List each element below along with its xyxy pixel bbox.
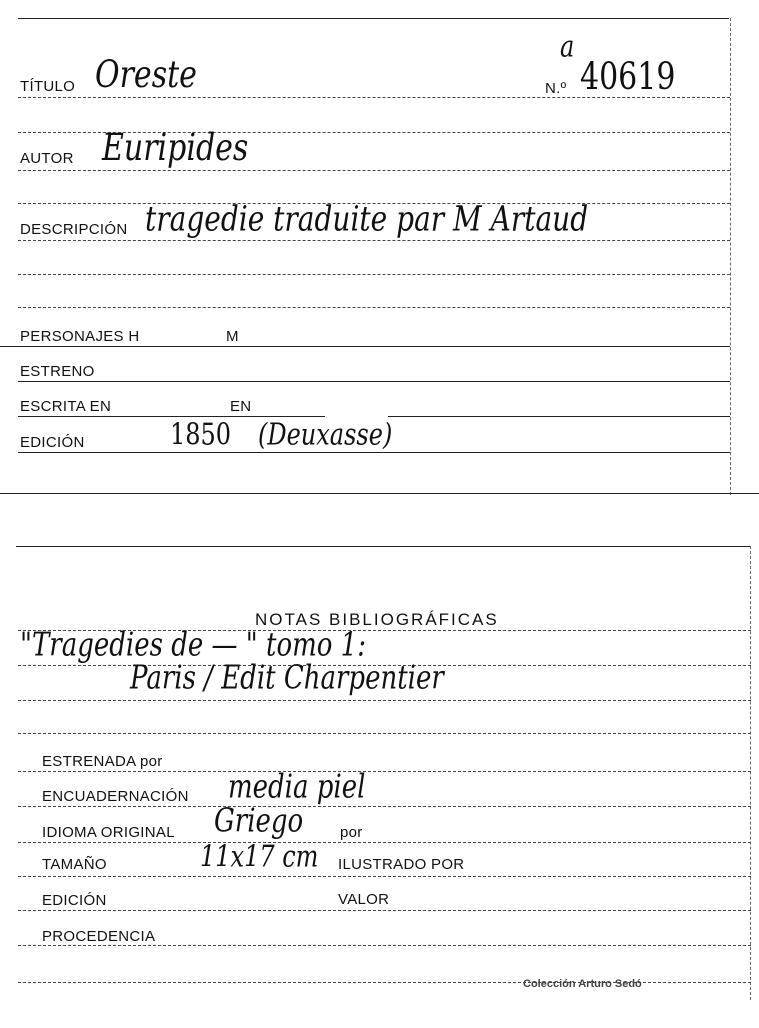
rule-blank-4 — [18, 307, 730, 308]
rule-blank-3 — [18, 274, 730, 275]
numero-value: 40619 — [580, 55, 676, 99]
numero-letter: a — [560, 29, 575, 64]
rule-personajes — [0, 346, 730, 347]
edicion2-label: EDICIÓN — [42, 892, 107, 909]
valor-label: VALOR — [338, 891, 390, 908]
descripcion-label: DESCRIPCIÓN — [20, 221, 128, 238]
idioma-label: IDIOMA ORIGINAL — [42, 824, 175, 841]
rule-estrenada — [18, 771, 751, 772]
rule-note-2 — [18, 700, 751, 701]
titulo-label: TÍTULO — [20, 78, 76, 95]
tamano-value: 11x17 cm — [200, 839, 319, 874]
autor-value: Euripides — [102, 126, 249, 170]
rule-escrita-right — [388, 416, 730, 417]
ilustrado-label: ILUSTRADO POR — [338, 856, 465, 873]
tamano-label: TAMAÑO — [42, 856, 107, 873]
idioma-value: Griego — [214, 802, 304, 840]
titulo-value: Oreste — [95, 53, 197, 97]
card2-top-edge — [16, 546, 751, 547]
card2-right-edge — [750, 546, 751, 1000]
rule-autor — [18, 170, 730, 171]
idioma-por-label: por — [340, 824, 363, 841]
note-line-2: Paris / Edit Charpentier — [130, 659, 444, 697]
escrita-en-label: EN — [230, 398, 252, 415]
descripcion-value: tragedie traduite par M Artaud — [145, 197, 589, 239]
encuadernacion-label: ENCUADERNACIÓN — [42, 788, 189, 805]
rule-descripcion — [18, 240, 730, 241]
rule-titulo — [18, 97, 730, 98]
card-right-edge — [730, 18, 731, 495]
catalog-card-back — [0, 540, 759, 1000]
estreno-label: ESTRENO — [20, 363, 95, 380]
rule-blank-5 — [18, 733, 751, 734]
card-separator — [0, 493, 759, 494]
estrenada-label: ESTRENADA por — [42, 753, 163, 770]
autor-label: AUTOR — [20, 150, 74, 167]
edicion-publisher: (Deuxasse) — [258, 417, 393, 452]
personajes-m-label: M — [226, 328, 239, 345]
rule-estreno — [18, 381, 730, 382]
rule-edicion2 — [18, 910, 751, 911]
edicion-label: EDICIÓN — [20, 434, 85, 451]
escrita-label: ESCRITA EN — [20, 398, 112, 415]
rule-encuadernacion — [18, 806, 751, 807]
edicion-year: 1850 — [170, 417, 232, 452]
rule-tamano — [18, 876, 751, 877]
rule-idioma — [18, 842, 751, 843]
rule-edicion — [18, 452, 730, 453]
note-line-1: "Tragedies de — " tomo 1: — [20, 626, 366, 664]
catalog-card-front — [0, 0, 759, 495]
collection-footer: Colección Arturo Sedó — [523, 978, 642, 990]
numero-label: N.º — [545, 80, 567, 97]
procedencia-label: PROCEDENCIA — [42, 928, 156, 945]
notas-heading: NOTAS BIBLIOGRÁFICAS — [255, 610, 499, 629]
rule-procedencia — [18, 945, 751, 946]
personajes-label: PERSONAJES H — [20, 328, 140, 345]
encuadernacion-value: media piel — [228, 768, 366, 806]
card-top-edge — [18, 18, 729, 19]
